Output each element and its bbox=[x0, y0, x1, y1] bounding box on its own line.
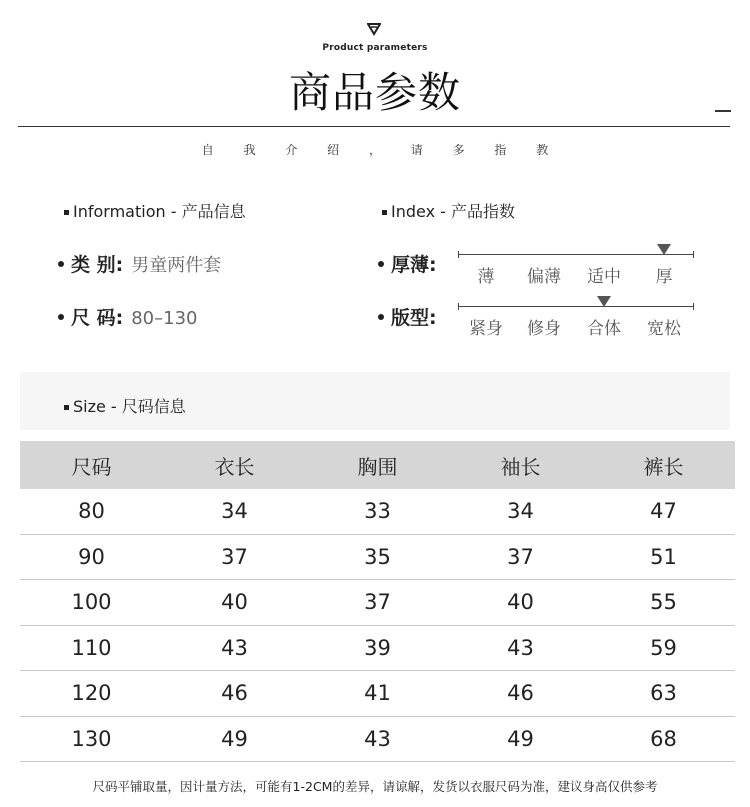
table-cell: 37 bbox=[306, 580, 449, 626]
scale-option: 适中 bbox=[587, 267, 621, 287]
table-cell: 47 bbox=[592, 489, 735, 534]
title-dash-decoration bbox=[715, 110, 731, 112]
scale-option: 偏薄 bbox=[527, 267, 561, 287]
title-divider bbox=[18, 126, 730, 127]
page-title: 商品参数 bbox=[288, 68, 461, 117]
table-cell: 43 bbox=[449, 625, 592, 671]
column-header: 衣长 bbox=[163, 441, 306, 489]
column-header: 袖长 bbox=[449, 441, 592, 489]
scale-tick bbox=[458, 251, 459, 258]
dot-bullet-icon bbox=[378, 314, 384, 320]
square-bullet-icon bbox=[382, 210, 387, 215]
table-cell: 46 bbox=[449, 671, 592, 717]
thickness-attribute bbox=[378, 250, 437, 277]
column-header: 胸围 bbox=[306, 441, 449, 489]
scale-option: 合体 bbox=[587, 319, 621, 339]
dot-bullet-icon bbox=[58, 314, 64, 320]
table-row bbox=[20, 716, 735, 762]
category-label: 类 别: bbox=[71, 254, 124, 276]
information-heading: Information - 产品信息 bbox=[64, 199, 246, 222]
table-cell: 46 bbox=[163, 671, 306, 717]
size-table bbox=[20, 441, 735, 762]
table-cell: 68 bbox=[592, 716, 735, 762]
table-row bbox=[20, 671, 735, 717]
table-cell: 49 bbox=[449, 716, 592, 762]
column-header: 尺码 bbox=[20, 441, 163, 489]
scale-option: 厚 bbox=[655, 267, 673, 287]
column-header: 裤长 bbox=[592, 441, 735, 489]
table-cell: 63 bbox=[592, 671, 735, 717]
table-cell: 130 bbox=[20, 716, 163, 762]
scale-tick bbox=[458, 303, 459, 310]
table-cell: 90 bbox=[20, 534, 163, 580]
table-cell: 33 bbox=[306, 489, 449, 534]
table-cell: 43 bbox=[163, 625, 306, 671]
dot-bullet-icon bbox=[378, 261, 384, 267]
table-cell: 39 bbox=[306, 625, 449, 671]
dot-bullet-icon bbox=[58, 261, 64, 267]
table-cell: 80 bbox=[20, 489, 163, 534]
scale-option: 薄 bbox=[477, 267, 495, 287]
size-label: 尺 码: bbox=[71, 307, 124, 329]
size-footnote: 尺码平铺取量，因计量方法，可能有1-2CM的差异，请谅解，发货以衣服尺码为准，建议身高仅供参考 bbox=[92, 779, 658, 794]
table-cell: 40 bbox=[163, 580, 306, 626]
scale-option: 宽松 bbox=[647, 319, 681, 339]
table-cell: 41 bbox=[306, 671, 449, 717]
table-cell: 55 bbox=[592, 580, 735, 626]
size-value: 80–130 bbox=[131, 308, 198, 329]
thickness-scale bbox=[458, 251, 694, 291]
scale-tick bbox=[693, 251, 694, 258]
table-cell: 51 bbox=[592, 534, 735, 580]
table-row bbox=[20, 534, 735, 580]
fit-attribute bbox=[378, 303, 437, 330]
fit-scale bbox=[458, 303, 694, 343]
table-cell: 40 bbox=[449, 580, 592, 626]
category-value: 男童两件套 bbox=[131, 255, 222, 276]
fit-label: 版型: bbox=[391, 307, 437, 329]
square-bullet-icon bbox=[64, 405, 69, 410]
table-row bbox=[20, 580, 735, 626]
thickness-label: 厚薄: bbox=[391, 254, 437, 276]
table-cell: 35 bbox=[306, 534, 449, 580]
scale-line bbox=[458, 306, 694, 307]
down-triangle-icon bbox=[367, 22, 381, 36]
table-cell: 110 bbox=[20, 625, 163, 671]
square-bullet-icon bbox=[64, 210, 69, 215]
table-cell: 43 bbox=[306, 716, 449, 762]
table-row bbox=[20, 489, 735, 534]
selected-marker-icon bbox=[657, 244, 671, 255]
subtitle-en: Product parameters bbox=[322, 43, 428, 53]
table-cell: 59 bbox=[592, 625, 735, 671]
table-row bbox=[20, 625, 735, 671]
table-header-row bbox=[20, 441, 735, 489]
table-cell: 100 bbox=[20, 580, 163, 626]
table-cell: 120 bbox=[20, 671, 163, 717]
table-cell: 37 bbox=[163, 534, 306, 580]
size-heading: Size - 尺码信息 bbox=[64, 394, 186, 417]
size-attribute bbox=[58, 303, 197, 330]
intro-text: 自 我 介 绍 ， 请 多 指 教 bbox=[201, 143, 562, 157]
scale-option: 紧身 bbox=[469, 319, 503, 339]
table-cell: 34 bbox=[449, 489, 592, 534]
table-cell: 37 bbox=[449, 534, 592, 580]
index-heading: Index - 产品指数 bbox=[382, 199, 515, 222]
selected-marker-icon bbox=[597, 296, 611, 307]
category-attribute bbox=[58, 250, 221, 277]
table-cell: 34 bbox=[163, 489, 306, 534]
table-cell: 49 bbox=[163, 716, 306, 762]
scale-option: 修身 bbox=[527, 319, 561, 339]
scale-tick bbox=[693, 303, 694, 310]
